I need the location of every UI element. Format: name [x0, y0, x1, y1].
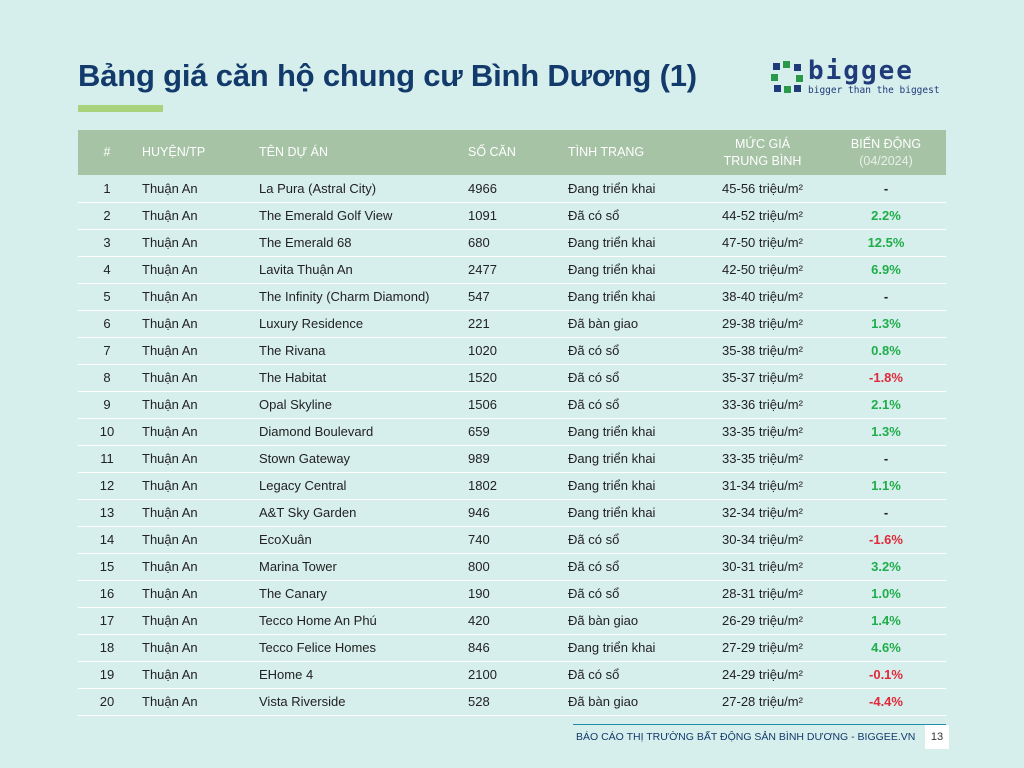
cell-units: 989 [468, 451, 490, 466]
cell-change: 0.8% [871, 343, 901, 358]
header-no: # [103, 145, 111, 159]
cell-status: Đã bàn giao [568, 694, 639, 709]
cell-change: 1.4% [871, 613, 901, 628]
cell-status: Đã có sổ [568, 208, 620, 223]
cell-units: 659 [468, 424, 490, 439]
cell-district: Thuận An [142, 343, 198, 358]
cell-status: Đã có sổ [568, 667, 620, 682]
cell-price: 35-38 triệu/m² [722, 343, 803, 358]
cell-status: Đã có sổ [568, 397, 620, 412]
cell-units: 2477 [468, 262, 497, 277]
table-row [78, 229, 946, 256]
cell-no: 16 [99, 586, 115, 601]
table-row [78, 310, 946, 337]
cell-units: 2100 [468, 667, 497, 682]
cell-no: 9 [103, 397, 111, 412]
cell-project: A&T Sky Garden [259, 505, 357, 520]
cell-units: 4966 [468, 180, 497, 196]
cell-district: Thuận An [142, 640, 198, 655]
logo-tagline: bigger than the biggest [808, 85, 940, 96]
cell-price: 30-31 triệu/m² [722, 559, 803, 574]
biggee-logo [770, 58, 950, 98]
cell-change: - [883, 180, 889, 196]
table-row [78, 283, 946, 310]
cell-project: The Emerald Golf View [259, 208, 393, 223]
table-row [78, 526, 946, 553]
cell-change: 6.9% [871, 262, 901, 277]
page-number: 13 [925, 725, 949, 749]
cell-price: 29-38 triệu/m² [722, 316, 803, 331]
cell-status: Đã có sổ [568, 370, 620, 385]
cell-price: 28-31 triệu/m² [722, 586, 803, 601]
cell-project: Vista Riverside [259, 694, 346, 709]
table-header-row [78, 130, 946, 175]
cell-status: Đang triển khai [568, 451, 656, 466]
cell-district: Thuận An [142, 235, 198, 250]
cell-units: 528 [468, 694, 490, 709]
cell-price: 33-35 triệu/m² [722, 451, 803, 466]
cell-no: 14 [99, 532, 115, 547]
cell-status: Đã có sổ [568, 532, 620, 547]
cell-project: Marina Tower [259, 559, 337, 574]
cell-change: 1.0% [871, 586, 901, 601]
cell-change: -0.1% [869, 667, 903, 682]
table-row [78, 256, 946, 283]
cell-change: 4.6% [871, 640, 901, 655]
cell-district: Thuận An [142, 532, 198, 547]
header-change-line1: BIẾN ĐỘNG [850, 136, 922, 151]
header-project: TÊN DỰ ÁN [259, 145, 329, 159]
cell-district: Thuận An [142, 397, 198, 412]
table-body [78, 175, 946, 715]
cell-project: The Infinity (Charm Diamond) [259, 289, 430, 304]
cell-change: 1.1% [871, 478, 901, 493]
cell-units: 420 [468, 613, 490, 628]
cell-district: Thuận An [142, 694, 198, 709]
cell-change: 2.2% [871, 208, 901, 223]
cell-project: Diamond Boulevard [259, 424, 374, 439]
header-price-line1: MỨC GIÁ [734, 136, 791, 151]
cell-no: 5 [103, 289, 111, 304]
cell-change: 12.5% [867, 235, 905, 250]
cell-price: 31-34 triệu/m² [722, 478, 803, 493]
cell-units: 680 [468, 235, 490, 250]
cell-change: - [883, 451, 889, 466]
cell-district: Thuận An [142, 613, 198, 628]
table-row [78, 553, 946, 580]
cell-no: 13 [99, 505, 115, 520]
cell-status: Đang triển khai [568, 180, 656, 196]
logo-wordmark: biggee [808, 56, 914, 86]
cell-project: The Canary [259, 586, 327, 601]
cell-district: Thuận An [142, 478, 198, 493]
cell-project: The Habitat [259, 370, 327, 385]
table-row [78, 202, 946, 229]
cell-units: 190 [468, 586, 490, 601]
cell-district: Thuận An [142, 667, 198, 682]
cell-project: Luxury Residence [259, 316, 364, 331]
cell-price: 33-35 triệu/m² [722, 424, 803, 439]
table-row [78, 634, 946, 661]
cell-project: Tecco Felice Homes [259, 640, 377, 655]
cell-no: 1 [103, 180, 111, 196]
cell-price: 38-40 triệu/m² [722, 289, 803, 304]
cell-district: Thuận An [142, 316, 198, 331]
title-underline [78, 105, 163, 112]
footer-report-title: BÁO CÁO THỊ TRƯỜNG BẤT ĐỘNG SẢN BÌNH DƯƠNG - BIGGEE.VN [576, 731, 916, 743]
cell-price: 27-29 triệu/m² [722, 640, 803, 655]
cell-change: 1.3% [871, 316, 901, 331]
cell-district: Thuận An [142, 262, 198, 277]
table-row [78, 337, 946, 364]
cell-no: 10 [99, 424, 115, 439]
cell-change: -1.8% [869, 370, 903, 385]
header-status: TÌNH TRẠNG [568, 145, 645, 159]
cell-no: 7 [103, 343, 111, 358]
cell-status: Đã có sổ [568, 343, 620, 358]
cell-project: La Pura (Astral City) [259, 180, 377, 196]
cell-price: 44-52 triệu/m² [722, 208, 803, 223]
cell-change: - [883, 289, 889, 304]
cell-district: Thuận An [142, 424, 198, 439]
header-change [826, 130, 946, 175]
cell-project: The Rivana [259, 343, 326, 358]
cell-price: 35-37 triệu/m² [722, 370, 803, 385]
cell-project: EHome 4 [259, 667, 314, 682]
cell-no: 19 [99, 667, 115, 682]
cell-no: 17 [99, 613, 115, 628]
cell-units: 1091 [468, 208, 497, 223]
cell-district: Thuận An [142, 586, 198, 601]
cell-status: Đã có sổ [568, 559, 620, 574]
cell-district: Thuận An [142, 559, 198, 574]
table-row [78, 688, 946, 715]
cell-district: Thuận An [142, 451, 198, 466]
cell-district: Thuận An [142, 505, 198, 520]
cell-project: Stown Gateway [259, 451, 351, 466]
cell-project: EcoXuân [259, 532, 312, 547]
cell-status: Đang triển khai [568, 505, 656, 520]
cell-units: 1020 [468, 343, 497, 358]
cell-change: 3.2% [871, 559, 901, 574]
cell-units: 946 [468, 505, 490, 520]
cell-no: 3 [103, 235, 111, 250]
table-row [78, 607, 946, 634]
cell-units: 1520 [468, 370, 497, 385]
cell-price: 42-50 triệu/m² [722, 262, 803, 277]
cell-district: Thuận An [142, 289, 198, 304]
cell-price: 33-36 triệu/m² [722, 397, 803, 412]
price-table [78, 130, 946, 716]
cell-change: -1.6% [869, 532, 903, 547]
table-row [78, 418, 946, 445]
cell-status: Đang triển khai [568, 424, 656, 439]
cell-change: -4.4% [869, 694, 903, 709]
table-row [78, 175, 946, 202]
cell-project: Opal Skyline [259, 397, 332, 412]
cell-change: 1.3% [871, 424, 901, 439]
cell-no: 15 [99, 559, 115, 574]
cell-price: 27-28 triệu/m² [722, 694, 803, 709]
table-row [78, 499, 946, 526]
table-row [78, 391, 946, 418]
cell-project: Tecco Home An Phú [259, 613, 377, 628]
header-price-line2: TRUNG BÌNH [723, 153, 802, 168]
cell-no: 8 [103, 370, 111, 385]
biggee-logo-icon [770, 60, 804, 94]
header-price [699, 130, 826, 175]
cell-units: 846 [468, 640, 490, 655]
header-district: HUYỆN/TP [142, 145, 206, 159]
cell-price: 45-56 triệu/m² [722, 180, 803, 196]
page-title: Bảng giá căn hộ chung cư Bình Dương (1) [78, 58, 697, 93]
cell-units: 221 [468, 316, 490, 331]
cell-district: Thuận An [142, 180, 198, 196]
cell-price: 26-29 triệu/m² [722, 613, 803, 628]
cell-no: 18 [99, 640, 115, 655]
table-row [78, 580, 946, 607]
cell-project: Lavita Thuận An [259, 262, 353, 277]
cell-price: 24-29 triệu/m² [722, 667, 803, 682]
cell-price: 32-34 triệu/m² [722, 505, 803, 520]
cell-no: 11 [100, 451, 114, 466]
cell-price: 30-34 triệu/m² [722, 532, 803, 547]
cell-no: 12 [99, 478, 115, 493]
cell-units: 740 [468, 532, 490, 547]
cell-units: 800 [468, 559, 490, 574]
header-units: SỐ CĂN [468, 145, 516, 159]
cell-units: 1802 [468, 478, 497, 493]
table-row [78, 445, 946, 472]
cell-price: 47-50 triệu/m² [722, 235, 803, 250]
table-row [78, 472, 946, 499]
cell-status: Đang triển khai [568, 235, 656, 250]
cell-no: 6 [103, 316, 111, 331]
cell-status: Đang triển khai [568, 640, 656, 655]
cell-change: - [883, 505, 889, 520]
cell-status: Đã có sổ [568, 586, 620, 601]
cell-district: Thuận An [142, 370, 198, 385]
cell-status: Đang triển khai [568, 478, 656, 493]
cell-status: Đang triển khai [568, 262, 656, 277]
header-change-line2: (04/2024) [859, 153, 913, 168]
cell-district: Thuận An [142, 208, 198, 223]
cell-status: Đã bàn giao [568, 316, 639, 331]
cell-project: The Emerald 68 [259, 235, 352, 250]
table-row [78, 364, 946, 391]
cell-status: Đang triển khai [568, 289, 656, 304]
cell-project: Legacy Central [259, 478, 347, 493]
table-row [78, 661, 946, 688]
cell-units: 547 [468, 289, 490, 304]
cell-no: 4 [103, 262, 111, 277]
cell-no: 2 [103, 208, 111, 223]
cell-change: 2.1% [871, 397, 901, 412]
cell-units: 1506 [468, 397, 497, 412]
footer-divider [573, 724, 946, 725]
cell-no: 20 [99, 694, 115, 709]
cell-status: Đã bàn giao [568, 613, 639, 628]
